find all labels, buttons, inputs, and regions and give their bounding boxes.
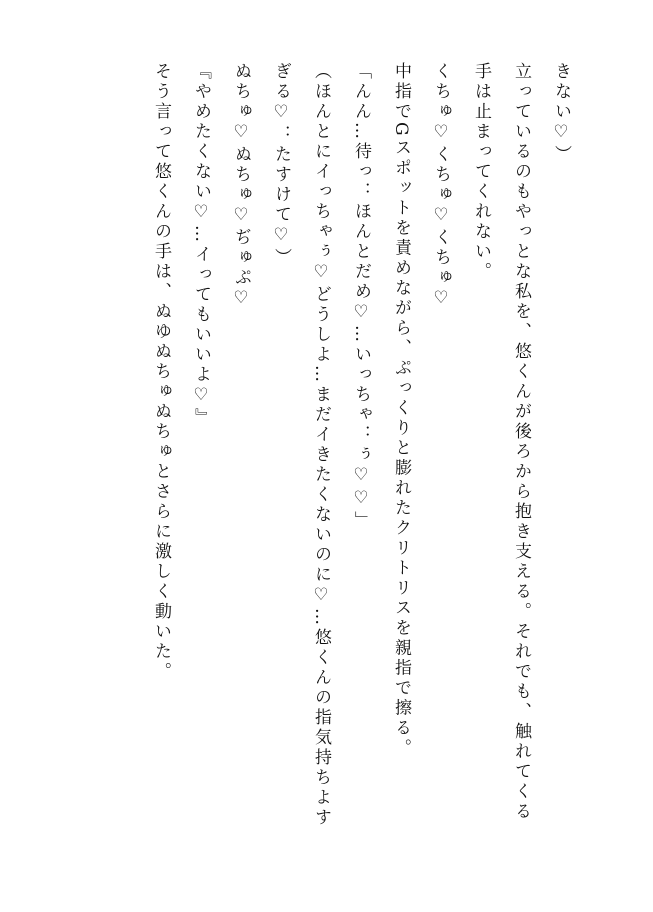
text-line-11: ぬちゅ♡ぬちゅ♡ぢゅぷ♡ [231,62,251,311]
text-line-8: （ほんとにイっちゃぅ♡どうしよ…まだイきたくないのに♡…悠くんの指気持ちよす [311,62,331,828]
text-line-6: 中指でGスポットを責めながら、ぷっくりと膨れたクリトリスを親指で擦る。 [391,62,411,759]
text-line-5: くちゅ♡くちゅ♡くちゅ♡ [431,62,451,311]
vertical-text-body [141,62,581,882]
text-line-13: そう言って悠くんの手は、ぬゆぬちゅぬちゅとさらに激しく動いた。 [151,62,171,682]
text-line-9: ぎる♡：たすけて♡） [271,62,291,268]
text-line-1: きない♡） [551,62,571,165]
text-line-4: 手は止まってくれない。 [471,62,491,282]
text-line-7: 「んん…待っ：ほんとだめ♡…いっちゃ：ぅ♡♡」 [351,62,371,531]
text-line-3: 立っているのもやっとな私を、悠くんが後ろから抱き支える。それでも、触れてくる [511,62,531,822]
text-line-12: 『やめたくない♡…イってもいいよ♡』 [191,62,211,428]
